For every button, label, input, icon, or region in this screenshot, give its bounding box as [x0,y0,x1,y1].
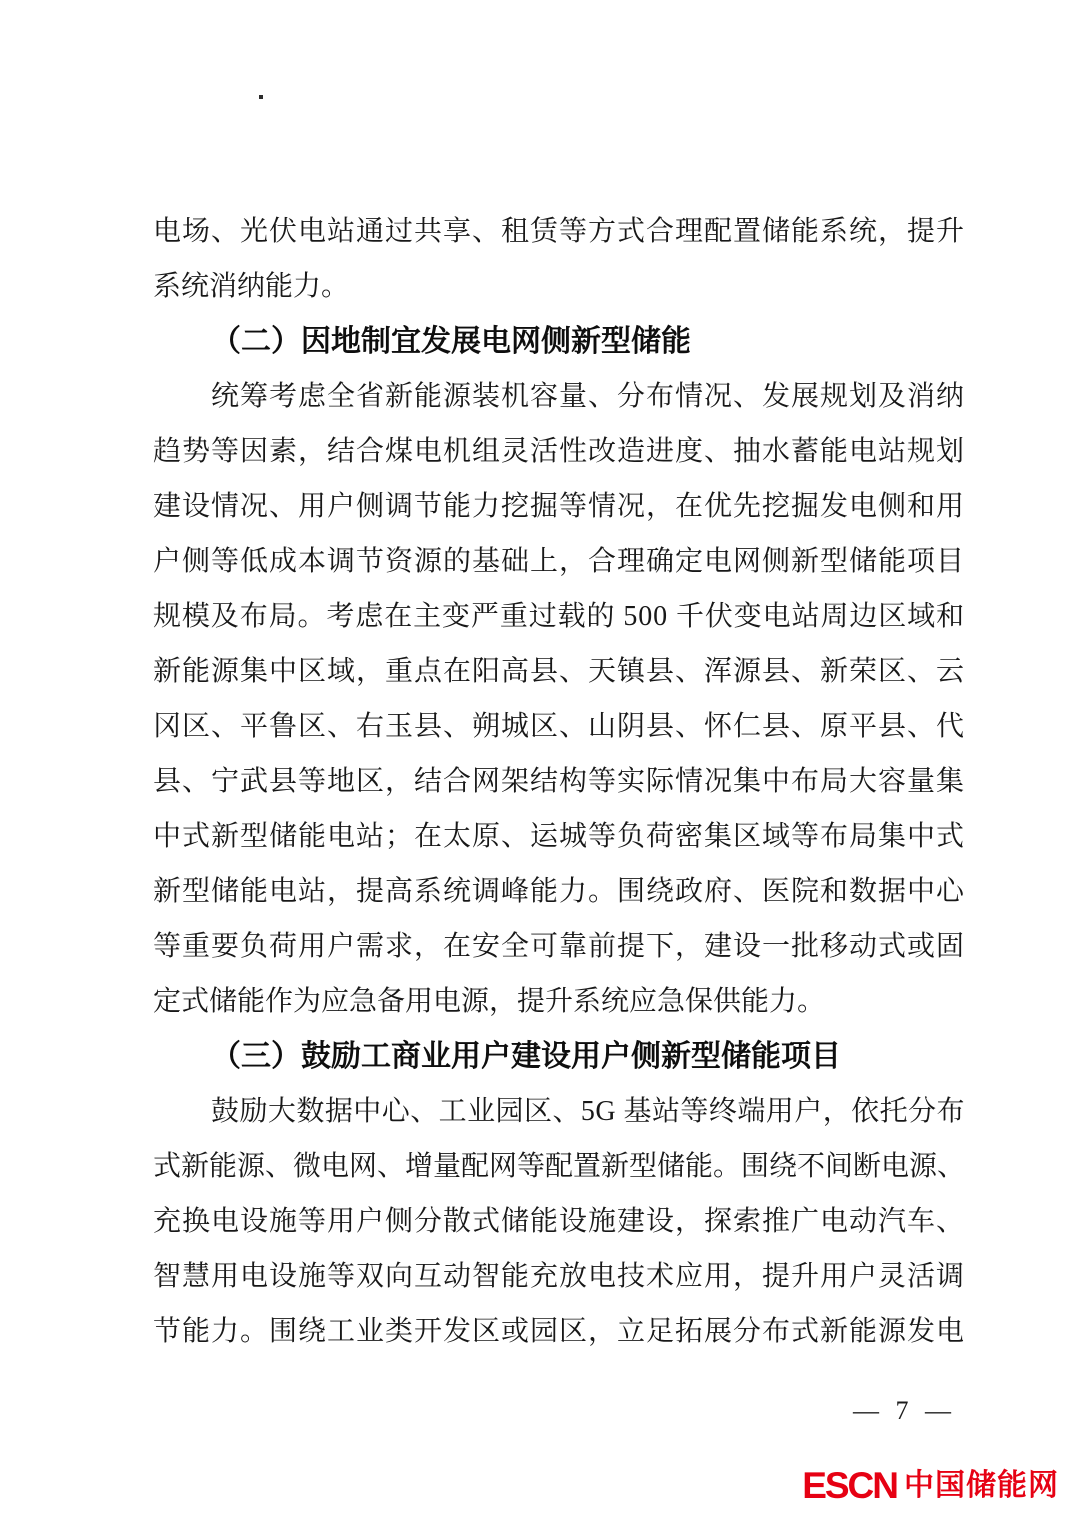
text-line: 户侧等低成本调节资源的基础上，合理确定电网侧新型储能项目 [153,546,965,577]
text-line: 定式储能作为应急备用电源，提升系统应急保供能力。 [153,986,826,1017]
page-number: — 7 — [853,1396,956,1425]
text-line: 充换电设施等用户侧分散式储能设施建设，探索推广电动汽车、 [153,1206,965,1237]
text-line: 电场、光伏电站通过共享、租赁等方式合理配置储能系统，提升 [153,216,965,247]
section-heading: （二）因地制宜发展电网侧新型储能 [211,325,691,358]
text-line: 建设情况、用户侧调节能力挖掘等情况，在优先挖掘发电侧和用 [153,491,965,522]
text-line: 趋势等因素，结合煤电机组灵活性改造进度、抽水蓄能电站规划 [153,436,965,467]
text-line: 等重要负荷用户需求，在安全可靠前提下，建设一批移动式或固 [153,931,965,962]
text-line: 冈区、平鲁区、右玉县、朔城区、山阴县、怀仁县、原平县、代 [153,711,965,742]
text-line: 智慧用电设施等双向互动智能充放电技术应用，提升用户灵活调 [153,1261,965,1292]
text-line: 式新能源、微电网、增量配网等配置新型储能。围绕不间断电源、 [153,1151,965,1182]
text-line: 中式新型储能电站；在太原、运城等负荷密集区域等布局集中式 [153,821,965,852]
section-heading: （三）鼓励工商业用户建设用户侧新型储能项目 [211,1040,841,1073]
text-line: 县、宁武县等地区，结合网架结构等实际情况集中布局大容量集 [153,766,965,797]
text-line: 新型储能电站，提高系统调峰能力。围绕政府、医院和数据中心 [153,876,965,907]
text-line: 统筹考虑全省新能源装机容量、分布情况、发展规划及消纳 [211,381,965,412]
text-line: 新能源集中区域，重点在阳高县、天镇县、浑源县、新荣区、云 [153,656,965,687]
text-line: 节能力。围绕工业类开发区或园区，立足拓展分布式新能源发电 [153,1316,965,1347]
scan-speck [259,95,263,99]
text-line: 系统消纳能力。 [153,271,350,302]
escn-logo-chinese: 中国储能网 [904,1468,1059,1502]
document-text-block [153,204,965,1359]
escn-logo-latin: ESCN [802,1465,897,1506]
text-line: 规模及布局。考虑在主变严重过载的 500 千伏变电站周边区域和 [153,601,965,632]
text-line: 鼓励大数据中心、工业园区、5G 基站等终端用户，依托分布 [211,1096,965,1127]
escn-logo [802,1467,1059,1504]
